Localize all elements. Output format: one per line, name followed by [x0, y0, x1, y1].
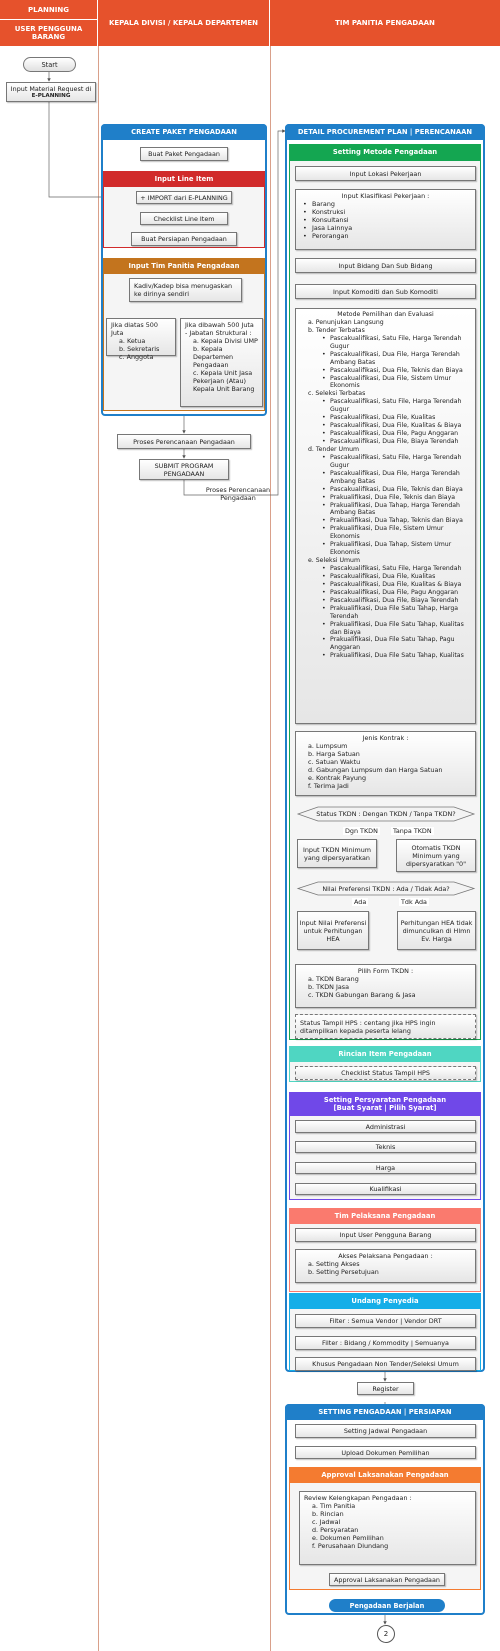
metode-option: • Pascakualifikasi, Satu File, Harga Terendah Gugur [300, 335, 471, 351]
syarat-title-text: Setting Persyaratan Pengadaan [323, 1095, 447, 1104]
jenis-kontrak-box[interactable] [295, 731, 476, 796]
metode-group-label: a. Penunjukan Langsung [308, 318, 384, 326]
metode-option: • Pascakualifikasi, Dua File, Kualitas & Biaya [300, 581, 471, 589]
syarat-subtitle: [Buat Syarat | Pilih Syarat] [333, 1104, 437, 1112]
input-preferensi-box[interactable]: Input Nilai Preferensi untuk Perhitungan HEA [297, 911, 369, 950]
metode-option: • Pascakualifikasi, Dua File, Kualitas [300, 573, 471, 581]
form-tkdn-box[interactable] [295, 964, 476, 1008]
pengadaan-berjalan-terminal[interactable]: Pengadaan Berjalan [329, 1599, 445, 1612]
syarat-harga[interactable]: Harga [295, 1162, 476, 1174]
kontrak-item: f. Terima Jadi [308, 782, 349, 790]
diatas-item: b. Sekretaris [119, 345, 160, 353]
ada-label: Ada [354, 898, 367, 906]
metode-option: • Pascakualifikasi, Dua File, Pagu Anggaran [300, 430, 471, 438]
metode-option: • Prakualifikasi, Dua File Satu Tahap, Pagu Anggaran [300, 636, 471, 652]
diatas-500-box [106, 318, 176, 361]
tanpa-tkdn-label: Tanpa TKDN [393, 827, 432, 835]
diatas-item: a. Ketua [119, 337, 146, 345]
preferensi-decision[interactable]: Nilai Preferensi TKDN : Ada / Tidak Ada? [322, 884, 450, 893]
metode-option: • Prakualifikasi, Dua File, Teknis dan Biaya [300, 494, 471, 502]
review-item: f. Perusahaan Diundang [312, 1542, 389, 1550]
detail-procurement-title: DETAIL PROCUREMENT PLAN | PERENCANAAN [285, 124, 485, 140]
kontrak-item: a. Lumpsum [308, 742, 348, 750]
buat-paket-button[interactable]: Buat Paket Pengadaan [140, 147, 228, 161]
komoditi-box[interactable]: Input Komoditi dan Sub Komoditi [295, 284, 476, 299]
dibawah-item: b. Kepala Departemen Pengadaan [193, 345, 234, 369]
diatas-item: c. Anggota [119, 353, 154, 361]
diatas-title: Jika diatas 500 Juta [111, 321, 158, 337]
dibawah-500-box [180, 318, 263, 407]
setting-pengadaan-title: SETTING PENGADAAN | PERSIAPAN [285, 1404, 485, 1420]
tim-panitia-title: Input Tim Panitia Pengadaan [103, 258, 265, 274]
submit-program-button[interactable]: SUBMIT PROGRAM PENGADAAN [139, 459, 229, 480]
lane-header-tim: TIM PANITIA PENGADAAN [270, 0, 500, 46]
syarat-kualifikasi[interactable]: Kualifikasi [295, 1183, 476, 1195]
filter-vendor[interactable]: Filter : Semua Vendor | Vendor DRT [295, 1314, 476, 1328]
checklist-line-item-button[interactable]: Checklist Line Item [140, 212, 228, 225]
metode-option: • Pascakualifikasi, Dua File, Teknis dan Biaya [300, 486, 471, 494]
metode-option: • Pascakualifikasi, Dua File, Biaya Terendah [300, 597, 471, 605]
line-item-title: Input Line Item [103, 171, 265, 187]
akses-pelaksana-box[interactable] [295, 1249, 476, 1283]
form-tkdn-title: Pilih Form TKDN : [357, 967, 414, 975]
hea-box: Perhitungan HEA tidak dimunculkan di Hlmn Ev. Harga [397, 911, 476, 950]
kadiv-note: Kadiv/Kadep bisa menugaskan ke dirinya sendiri [129, 278, 242, 302]
otomatis-tkdn-box: Otomatis TKDN Minimum yang dipersyaratkan "0" [396, 839, 476, 872]
metode-option: • Pascakualifikasi, Dua File, Kualitas & Biaya [300, 422, 471, 430]
review-title: Review Kelengkapan Pengadaan : [304, 1494, 412, 1502]
form-tkdn-item: b. TKDN Jasa [308, 983, 349, 991]
klasifikasi-item: • Jasa Lainnya [300, 224, 471, 232]
form-tkdn-item: a. TKDN Barang [308, 975, 359, 983]
kontrak-item: c. Satuan Waktu [308, 758, 361, 766]
metode-group-label: c. Seleksi Terbatas [308, 390, 366, 398]
metode-option: • Pascakualifikasi, Dua File, Teknis dan Biaya [300, 367, 471, 375]
dibawah-item: c. Kepala Unit Jasa Pekerjaan (Atau) Kepala Unit Barang [193, 369, 255, 393]
akses-item: b. Setting Persetujuan [308, 1268, 379, 1276]
metode-option: • Pascakualifikasi, Dua File, Biaya Terendah [300, 438, 471, 446]
lokasi-pekerjaan-box[interactable]: Input Lokasi Pekerjaan [295, 166, 476, 181]
kontrak-title: Jenis Kontrak : [362, 734, 409, 742]
setting-jadwal-button[interactable]: Setting Jadwal Pengadaan [295, 1424, 476, 1438]
tkdn-decision[interactable]: Status TKDN : Dengan TKDN / Tanpa TKDN? [316, 810, 456, 818]
metode-group-label: b. Tender Terbatas [308, 326, 365, 334]
dibawah-item: a. Kepala Divisi UMP [193, 337, 258, 345]
metode-option: • Prakualifikasi, Dua File Satu Tahap, Kualitas dan Biaya [300, 621, 471, 637]
undang-title: Undang Penyedia [289, 1293, 481, 1309]
bidang-box[interactable]: Input Bidang Dan Sub Bidang [295, 258, 476, 273]
offpage-connector[interactable]: 2 [377, 1625, 395, 1643]
input-mr-bold-label: E-PLANNING [31, 92, 71, 99]
metode-option: • Prakualifikasi, Dua Tahap, Harga Terendah Ambang Batas [300, 502, 471, 518]
metode-option: • Prakualifikasi, Dua Tahap, Sistem Umur Ekonomis [300, 541, 471, 557]
rincian-title: Rincian Item Pengadaan [289, 1046, 481, 1062]
khusus-non-tender[interactable]: Khusus Pengadaan Non Tender/Seleksi Umum [295, 1357, 476, 1371]
metode-group-label: d. Tender Umum [308, 445, 360, 453]
proses-perencanaan-box[interactable]: Proses Perencanaan Pengadaan [117, 434, 251, 449]
metode-option: • Prakualifikasi, Dua Tahap, Teknis dan Biaya [300, 517, 471, 525]
upload-dokumen-button[interactable]: Upload Dokumen Pemilihan [295, 1446, 476, 1459]
syarat-administrasi[interactable]: Administrasi [295, 1120, 476, 1133]
dibawah-title: Jika dibawah 500 Juta - Jabatan Struktural : [185, 321, 254, 337]
klasifikasi-title: Input Klasifikasi Pekerjaan : [341, 192, 430, 200]
metode-option: • Prakualifikasi, Dua File Satu Tahap, Harga Terendah [300, 605, 471, 621]
metode-option: • Pascakualifikasi, Satu File, Harga Terendah Gugur [300, 454, 471, 470]
import-eplanning-button[interactable]: + IMPORT dari E-PLANNING [136, 191, 232, 204]
klasifikasi-box[interactable] [295, 189, 476, 250]
lane-header-kepala: KEPALA DIVISI / KEPALA DEPARTEMEN [98, 0, 270, 46]
akses-title: Akses Pelaksana Pengadaan : [338, 1252, 433, 1260]
review-item: e. Dokumen Pemilihan [312, 1534, 384, 1542]
metode-option: • Pascakualifikasi, Satu File, Harga Terendah [300, 565, 471, 573]
review-item: d. Persyaratan [312, 1526, 359, 1534]
review-kelengkapan-box[interactable] [299, 1491, 476, 1565]
metode-option: • Pascakualifikasi, Dua File, Harga Terendah Ambang Batas [300, 470, 471, 486]
metode-group-label: e. Seleksi Umum [308, 557, 360, 565]
input-material-request-box[interactable] [6, 82, 96, 102]
review-item: c. Jadwal [312, 1518, 341, 1526]
syarat-teknis[interactable]: Teknis [295, 1141, 476, 1153]
proses-perencanaan-arrow-label: Proses Perencanaan Pengadaan [205, 486, 271, 503]
klasifikasi-item: • Konstruksi [300, 208, 471, 216]
approval-title: Approval Laksanakan Pengadaan [289, 1467, 481, 1483]
approval-laksanakan-button[interactable]: Approval Laksanakan Pengadaan [329, 1573, 445, 1586]
kontrak-item: d. Gabungan Lumpsum dan Harga Satuan [308, 766, 443, 774]
metode-option: • Pascakualifikasi, Dua File, Sistem Umur Ekonomis [300, 375, 471, 391]
metode-option: • Prakualifikasi, Dua File, Sistem Umur Ekonomis [300, 525, 471, 541]
input-tkdn-box[interactable]: Input TKDN Minimum yang dipersyaratkan [297, 839, 377, 868]
input-user-box[interactable]: Input User Pengguna Barang [295, 1228, 476, 1242]
metode-option: • Pascakualifikasi, Dua File, Harga Terendah Ambang Batas [300, 351, 471, 367]
metode-title: Setting Metode Pengadaan [289, 144, 481, 161]
lane-header-user: USER PENGGUNA BARANG [0, 20, 98, 46]
form-tkdn-item: c. TKDN Gabungan Barang & Jasa [308, 991, 416, 999]
pelaksana-title: Tim Pelaksana Pengadaan [289, 1208, 481, 1224]
klasifikasi-item: • Konsultansi [300, 216, 471, 224]
create-paket-title: CREATE PAKET PENGADAAN [101, 124, 267, 140]
lane-header-planning: PLANNING [0, 0, 98, 20]
hps-note: Status Tampil HPS : centang jika HPS ingin ditampilkan kepada peserta lelang [295, 1014, 476, 1039]
syarat-title [289, 1092, 481, 1116]
register-button[interactable]: Register [357, 1382, 414, 1395]
review-item: b. Rincian [312, 1510, 344, 1518]
kontrak-item: e. Kontrak Payung [308, 774, 367, 782]
akses-item: a. Setting Akses [308, 1260, 360, 1268]
klasifikasi-item: • Perorangan [300, 232, 471, 240]
klasifikasi-item: • Barang [300, 200, 471, 208]
kontrak-item: b. Harga Satuan [308, 750, 360, 758]
start-terminal[interactable]: Start [23, 57, 76, 72]
metode-pemilihan-box[interactable] [295, 308, 476, 724]
filter-bidang[interactable]: Filter : Bidang / Kommodity | Semuanya [295, 1336, 476, 1350]
metode-list [300, 319, 471, 660]
tdk-ada-label: Tdk Ada [401, 898, 427, 906]
dgn-tkdn-label: Dgn TKDN [345, 827, 378, 835]
metode-box-title: Metode Pemilihan dan Evaluasi [337, 311, 434, 318]
checklist-hps[interactable]: Checklist Status Tampil HPS [295, 1066, 476, 1080]
metode-option: • Prakualifikasi, Dua File Satu Tahap, Kualitas [300, 652, 471, 660]
buat-persiapan-button[interactable]: Buat Persiapan Pengadaan [131, 232, 237, 246]
metode-option: • Pascakualifikasi, Dua File, Kualitas [300, 414, 471, 422]
metode-option: • Pascakualifikasi, Satu File, Harga Terendah Gugur [300, 398, 471, 414]
metode-option: • Pascakualifikasi, Dua File, Pagu Anggaran [300, 589, 471, 597]
input-mr-label: Input Material Request di [10, 84, 92, 93]
review-item: a. Tim Panitia [312, 1502, 356, 1510]
